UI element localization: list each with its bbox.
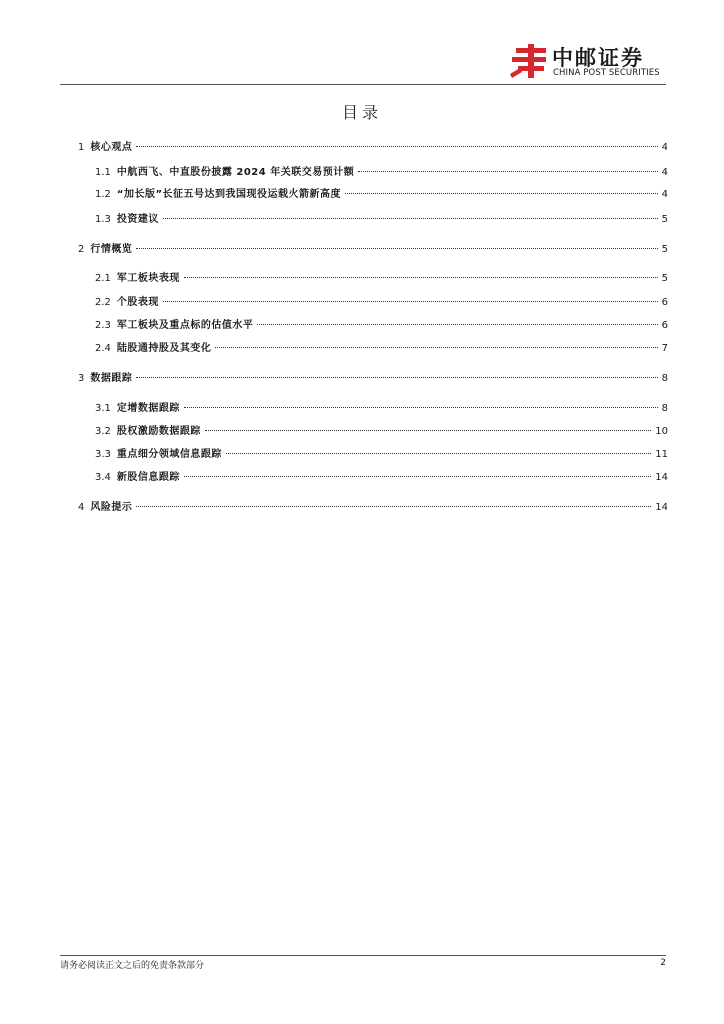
brand-name-cn: 中邮证券 xyxy=(552,46,644,70)
toc-dot-leader xyxy=(163,301,658,302)
toc-entry-number: 2.2 xyxy=(95,297,111,308)
toc-entry-page: 14 xyxy=(655,472,668,483)
toc-entry[interactable] xyxy=(95,341,668,357)
toc-entry-number: 2.1 xyxy=(95,273,111,284)
toc-entry-page: 5 xyxy=(661,273,668,284)
toc-dot-leader xyxy=(184,407,658,408)
toc-entry-page: 5 xyxy=(661,244,668,255)
toc-entry-page: 5 xyxy=(661,214,668,225)
toc-entry[interactable] xyxy=(95,295,668,311)
toc-entry-number: 3.2 xyxy=(95,426,111,437)
toc-entry-title: 股权激励数据跟踪 xyxy=(116,426,201,437)
toc-dot-leader xyxy=(257,324,657,325)
toc-entry[interactable] xyxy=(78,242,668,258)
toc-dot-leader xyxy=(136,506,651,507)
toc-dot-leader xyxy=(184,476,651,477)
page-number: 2 xyxy=(660,958,666,968)
footer-disclaimer: 请务必阅读正文之后的免责条款部分 xyxy=(60,961,205,971)
toc-entry-page: 14 xyxy=(655,502,668,513)
toc-entry-number: 1.1 xyxy=(95,167,111,178)
toc-dot-leader xyxy=(136,146,657,147)
toc-entry[interactable] xyxy=(95,165,668,181)
toc-entry[interactable] xyxy=(78,500,668,516)
toc-entry-number: 2 xyxy=(78,244,85,255)
toc-entry-number: 3.4 xyxy=(95,472,111,483)
toc-entry-title: 陆股通持股及其变化 xyxy=(116,343,212,354)
toc-dot-leader xyxy=(163,218,658,219)
toc-dot-leader xyxy=(136,248,657,249)
footer-divider xyxy=(60,955,666,956)
brand-name-en: CHINA POST SECURITIES xyxy=(553,68,660,78)
toc-entry[interactable] xyxy=(95,271,668,287)
toc-entry-page: 4 xyxy=(661,142,668,153)
toc-dot-leader xyxy=(136,377,657,378)
toc-entry[interactable] xyxy=(95,447,668,463)
toc-entry-page: 6 xyxy=(661,320,668,331)
toc-entry-page: 4 xyxy=(661,167,668,178)
toc-entry-number: 3.3 xyxy=(95,449,111,460)
toc-entry-title: 中航西飞、中直股份披露 2024 年关联交易预计额 xyxy=(116,167,355,178)
toc-entry-title: 行情概览 xyxy=(90,244,133,255)
toc-entry-page: 6 xyxy=(661,297,668,308)
toc-entry-title: 个股表现 xyxy=(116,297,159,308)
toc-entry[interactable] xyxy=(78,140,668,156)
toc-entry-page: 8 xyxy=(661,373,668,384)
toc-dot-leader xyxy=(226,453,651,454)
toc-entry-page: 8 xyxy=(661,403,668,414)
toc-entry-page: 4 xyxy=(661,189,668,200)
toc-entry-title: 投资建议 xyxy=(116,214,159,225)
china-post-logo-icon xyxy=(510,42,550,80)
toc-entry-number: 3.1 xyxy=(95,403,111,414)
toc-entry-number: 2.4 xyxy=(95,343,111,354)
toc-dot-leader xyxy=(358,171,657,172)
toc-entry-title: 定增数据跟踪 xyxy=(116,403,180,414)
toc-entry-title: 风险提示 xyxy=(90,502,133,513)
toc-entry-number: 1 xyxy=(78,142,85,153)
toc-entry-title: 数据跟踪 xyxy=(90,373,133,384)
toc-dot-leader xyxy=(215,347,657,348)
toc-entry[interactable] xyxy=(95,318,668,334)
toc-entry[interactable] xyxy=(78,371,668,387)
toc-entry-title: 重点细分领域信息跟踪 xyxy=(116,449,222,460)
page-header xyxy=(60,0,666,86)
toc-entry-number: 4 xyxy=(78,502,85,513)
toc-entry-title: 军工板块及重点标的估值水平 xyxy=(116,320,254,331)
toc-entry-number: 2.3 xyxy=(95,320,111,331)
toc-title: 目录 xyxy=(341,103,382,122)
toc-entry[interactable] xyxy=(95,470,668,486)
toc-entry-number: 3 xyxy=(78,373,85,384)
toc-entry-number: 1.2 xyxy=(95,189,111,200)
toc-entry-page: 7 xyxy=(661,343,668,354)
toc-entry[interactable] xyxy=(95,401,668,417)
toc-dot-leader xyxy=(205,430,651,431)
toc-entry-title: 军工板块表现 xyxy=(116,273,180,284)
toc-entry-title: 核心观点 xyxy=(90,142,133,153)
toc-entry-page: 10 xyxy=(655,426,668,437)
toc-entry[interactable] xyxy=(95,212,668,228)
toc-entry[interactable] xyxy=(95,187,668,203)
toc-entry-number: 1.3 xyxy=(95,214,111,225)
toc-dot-leader xyxy=(345,193,658,194)
header-divider xyxy=(60,84,666,85)
brand-logo xyxy=(510,40,666,82)
toc-entry-page: 11 xyxy=(655,449,668,460)
toc-entry[interactable] xyxy=(95,424,668,440)
toc-entry-title: 新股信息跟踪 xyxy=(116,472,180,483)
toc-entry-title: “加长版”长征五号达到我国现役运载火箭新高度 xyxy=(116,189,342,200)
toc-dot-leader xyxy=(184,277,658,278)
